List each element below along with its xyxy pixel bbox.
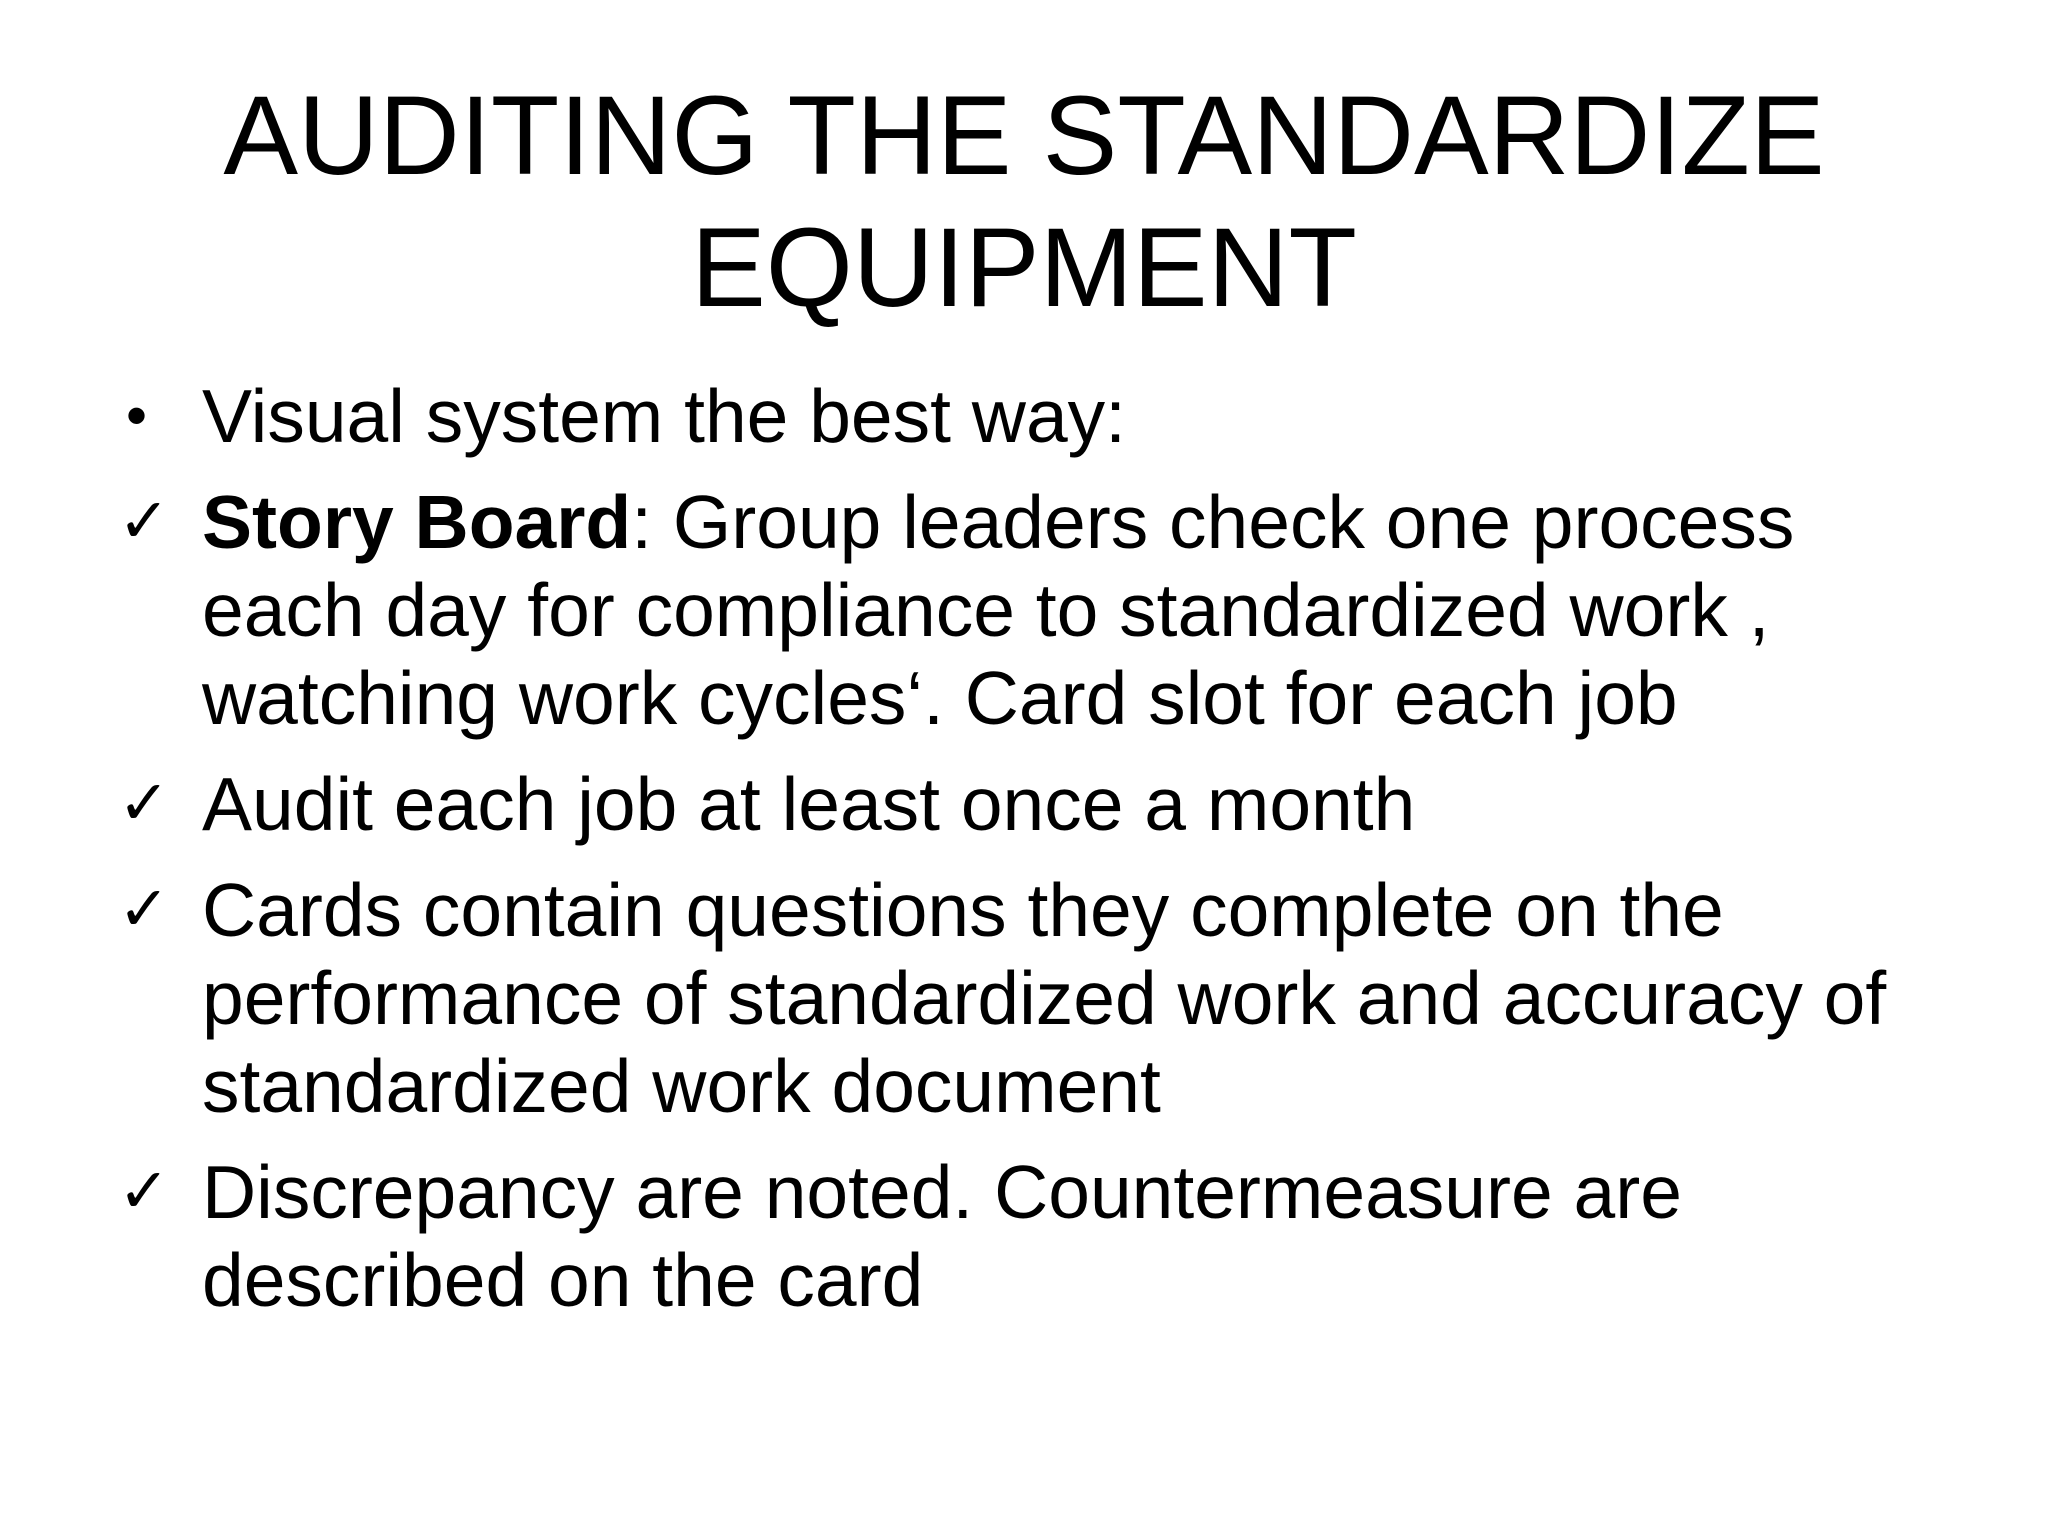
- list-item: [118, 478, 1948, 742]
- bullet-list: [118, 372, 1948, 1342]
- checkmark-icon: ✓: [118, 1157, 170, 1226]
- title-line-1: AUDITING THE STANDARDIZE: [223, 73, 1825, 198]
- item-lead-bold: Story Board: [202, 480, 632, 564]
- checkmark-icon: ✓: [118, 875, 170, 944]
- item-text: Audit each job at least once a month: [202, 762, 1416, 846]
- slide-title: [100, 70, 1948, 334]
- list-item: [118, 866, 1948, 1130]
- checkmark-icon: ✓: [118, 487, 170, 556]
- list-item: [118, 760, 1948, 848]
- list-item: [118, 372, 1948, 460]
- item-text: Discrepancy are noted. Countermeasure are described on the card: [202, 1150, 1682, 1322]
- checkmark-icon: ✓: [118, 769, 170, 838]
- title-line-2: EQUIPMENT: [691, 205, 1357, 330]
- item-text: : Group leaders check one process each day for compliance to standardized work , watching work cycles‘. Card slot for each job: [202, 480, 1795, 740]
- item-text: Cards contain questions they complete on the performance of standardized work and accuracy of standardized work document: [202, 868, 1887, 1128]
- item-text: Visual system the best way:: [202, 374, 1127, 458]
- list-item: [118, 1148, 1948, 1324]
- bullet-icon: •: [126, 382, 148, 449]
